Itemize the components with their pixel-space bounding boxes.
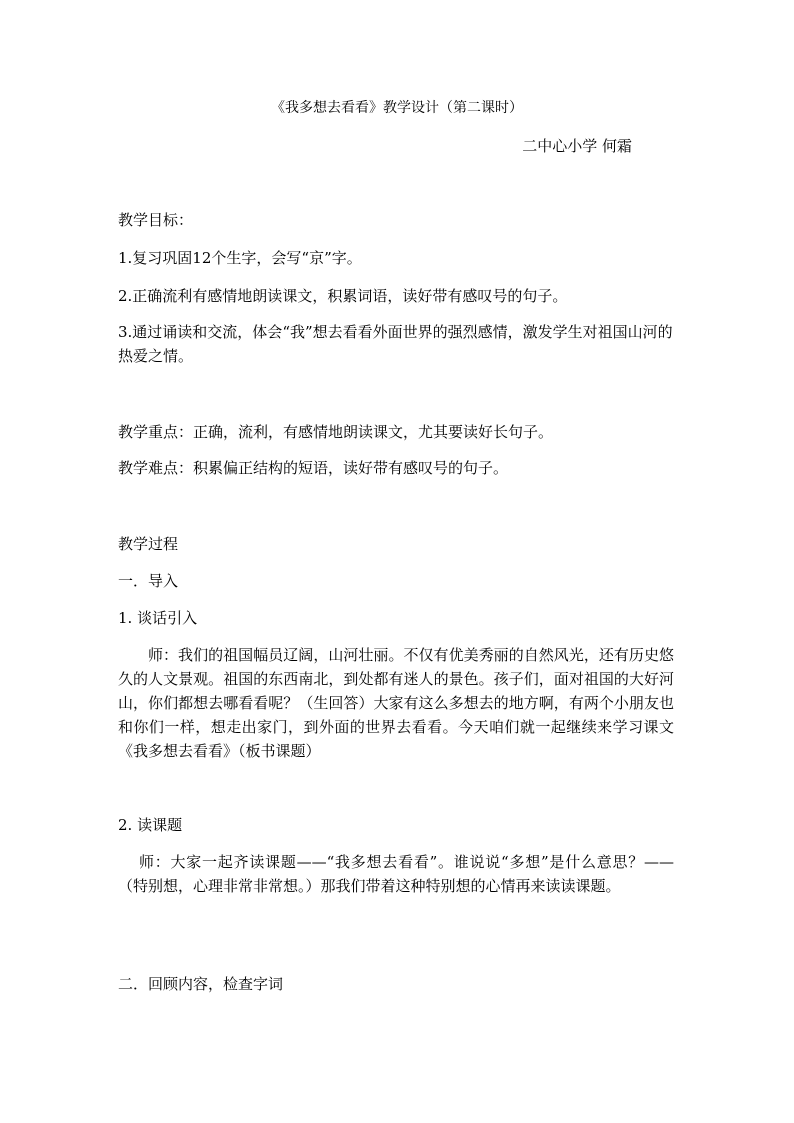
author-line: 二中心小学 何霜 (522, 137, 632, 155)
step-2-paragraph: 师：大家一起齐读课题——“我多想去看看”。谁说说“多想”是什么意思？——（特别想，心理非常非常想。）那我们带着这种特别想的心情再来读读课题。 (118, 853, 674, 895)
difficult-point: 教学难点：积累偏正结构的短语，读好带有感叹号的句子。 (118, 459, 509, 477)
objective-item-1: 1.复习巩固12个生字，会写“京”字。 (118, 249, 362, 267)
section-1-heading: 一．导入 (118, 572, 179, 590)
objectives-heading: 教学目标： (118, 211, 194, 229)
key-point: 教学重点：正确，流利，有感情地朗读课文，尤其要读好长句子。 (118, 423, 554, 441)
step-2-heading: 2. 读课题 (118, 816, 183, 834)
section-2-heading: 二．回顾内容，检查字词 (118, 975, 284, 993)
objective-item-3: 3.通过诵读和交流，体会“我”想去看看外面世界的强烈感情，激发学生对祖国山河的热爱之情。 (118, 323, 673, 365)
process-heading: 教学过程 (118, 535, 179, 553)
step-1-heading: 1. 谈话引入 (118, 609, 198, 627)
document-title: 《我多想去看看》教学设计（第二课时） (271, 100, 523, 116)
step-1-paragraph: 师：我们的祖国幅员辽阔，山河壮丽。不仅有优美秀丽的自然风光，还有历史悠久的人文景观。祖国的东西南北，到处都有迷人的景色。孩子们，面对祖国的大好河山，你们都想去哪看看呢？（生回答）大家有这么多想去的地方啊，有两个小朋友也和你们一样，想走出家门，到外面的世界去看看。今天咱们就一起继续来学习课文《我多想去看看》（板书课题） (118, 646, 674, 760)
objective-item-2: 2.正确流利有感情地朗读课文，积累词语，读好带有感叹号的句子。 (118, 287, 568, 305)
